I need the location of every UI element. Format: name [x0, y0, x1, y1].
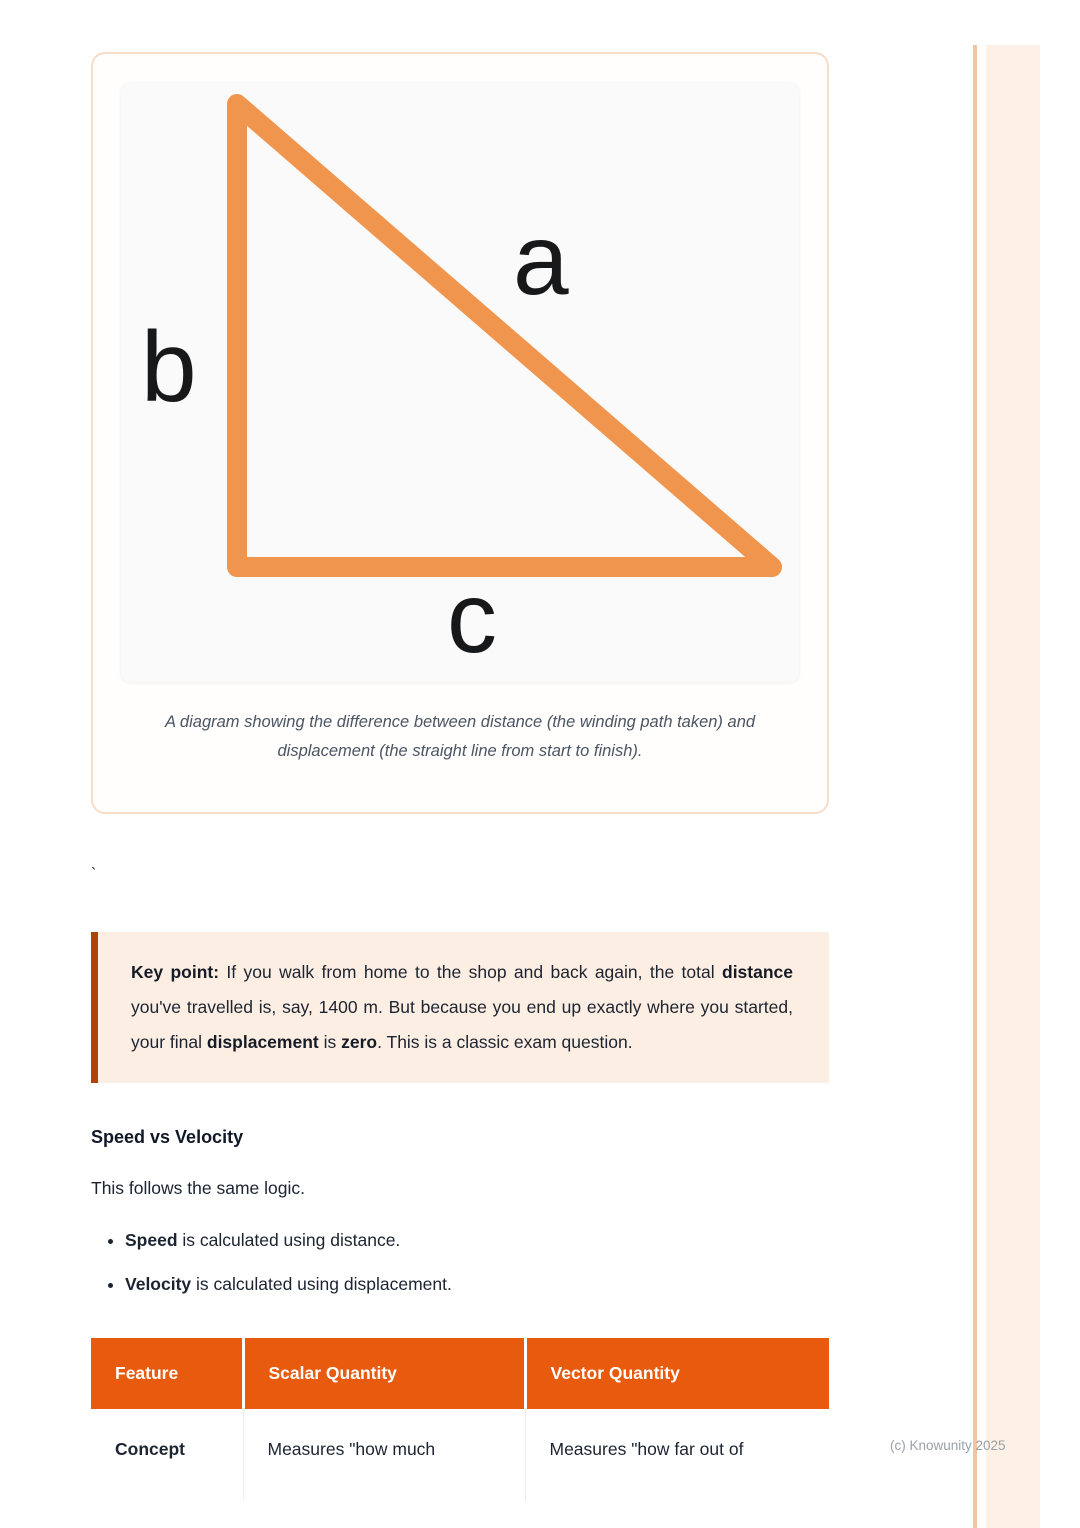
- section-intro: This follows the same logic.: [91, 1178, 305, 1198]
- callout-bold-distance: distance: [722, 962, 793, 982]
- figure-card: [91, 52, 829, 814]
- side-accent-line: [973, 45, 977, 1528]
- callout-text-2: you've travelled is, say, 1400 m. But because you end up exactly where you started, your final: [131, 997, 793, 1052]
- table-cell-vector: Measures "how far out of: [525, 1409, 829, 1500]
- bullet-list: [91, 1227, 829, 1298]
- triangle-label-a: a: [513, 204, 569, 316]
- bullet-text: is calculated using displacement.: [191, 1274, 452, 1294]
- triangle-diagram: [121, 82, 799, 682]
- bullet-text: is calculated using distance.: [177, 1230, 401, 1250]
- triangle-label-b: b: [141, 311, 197, 423]
- table-row: [91, 1409, 829, 1500]
- table-header-feature: Feature: [91, 1338, 243, 1409]
- stray-backtick: `: [91, 866, 97, 883]
- key-point-callout: [91, 932, 829, 1083]
- list-item: [125, 1271, 829, 1298]
- callout-bold-zero: zero: [341, 1032, 378, 1052]
- comparison-table: [91, 1338, 829, 1500]
- key-point-text: [131, 955, 793, 1060]
- section-heading: Speed vs Velocity: [91, 1127, 244, 1147]
- table-header-scalar: Scalar Quantity: [243, 1338, 525, 1409]
- bullet-bold-speed: Speed: [125, 1230, 178, 1250]
- callout-text-1: If you walk from home to the shop and back again, the total: [219, 962, 722, 982]
- figure-caption: A diagram showing the difference between distance (the winding path taken) and displacement (the straight line from start to finish).: [164, 713, 756, 760]
- table-header-vector: Vector Quantity: [525, 1338, 829, 1409]
- side-strip: [986, 45, 1040, 1528]
- callout-lead: Key point:: [131, 962, 220, 982]
- table-cell-feature: Concept: [91, 1409, 243, 1500]
- triangle-label-c: c: [447, 562, 497, 674]
- copyright-text: (c) Knowunity 2025: [890, 1438, 1006, 1453]
- document-content: [91, 0, 829, 1500]
- callout-bold-displacement: displacement: [206, 1032, 319, 1052]
- callout-text-4: . This is a classic exam question.: [377, 1032, 633, 1052]
- table-header-row: [91, 1338, 829, 1409]
- table-cell-scalar: Measures "how much: [243, 1409, 525, 1500]
- bullet-bold-velocity: Velocity: [125, 1274, 192, 1294]
- callout-text-3: is: [318, 1032, 342, 1052]
- list-item: [125, 1227, 829, 1254]
